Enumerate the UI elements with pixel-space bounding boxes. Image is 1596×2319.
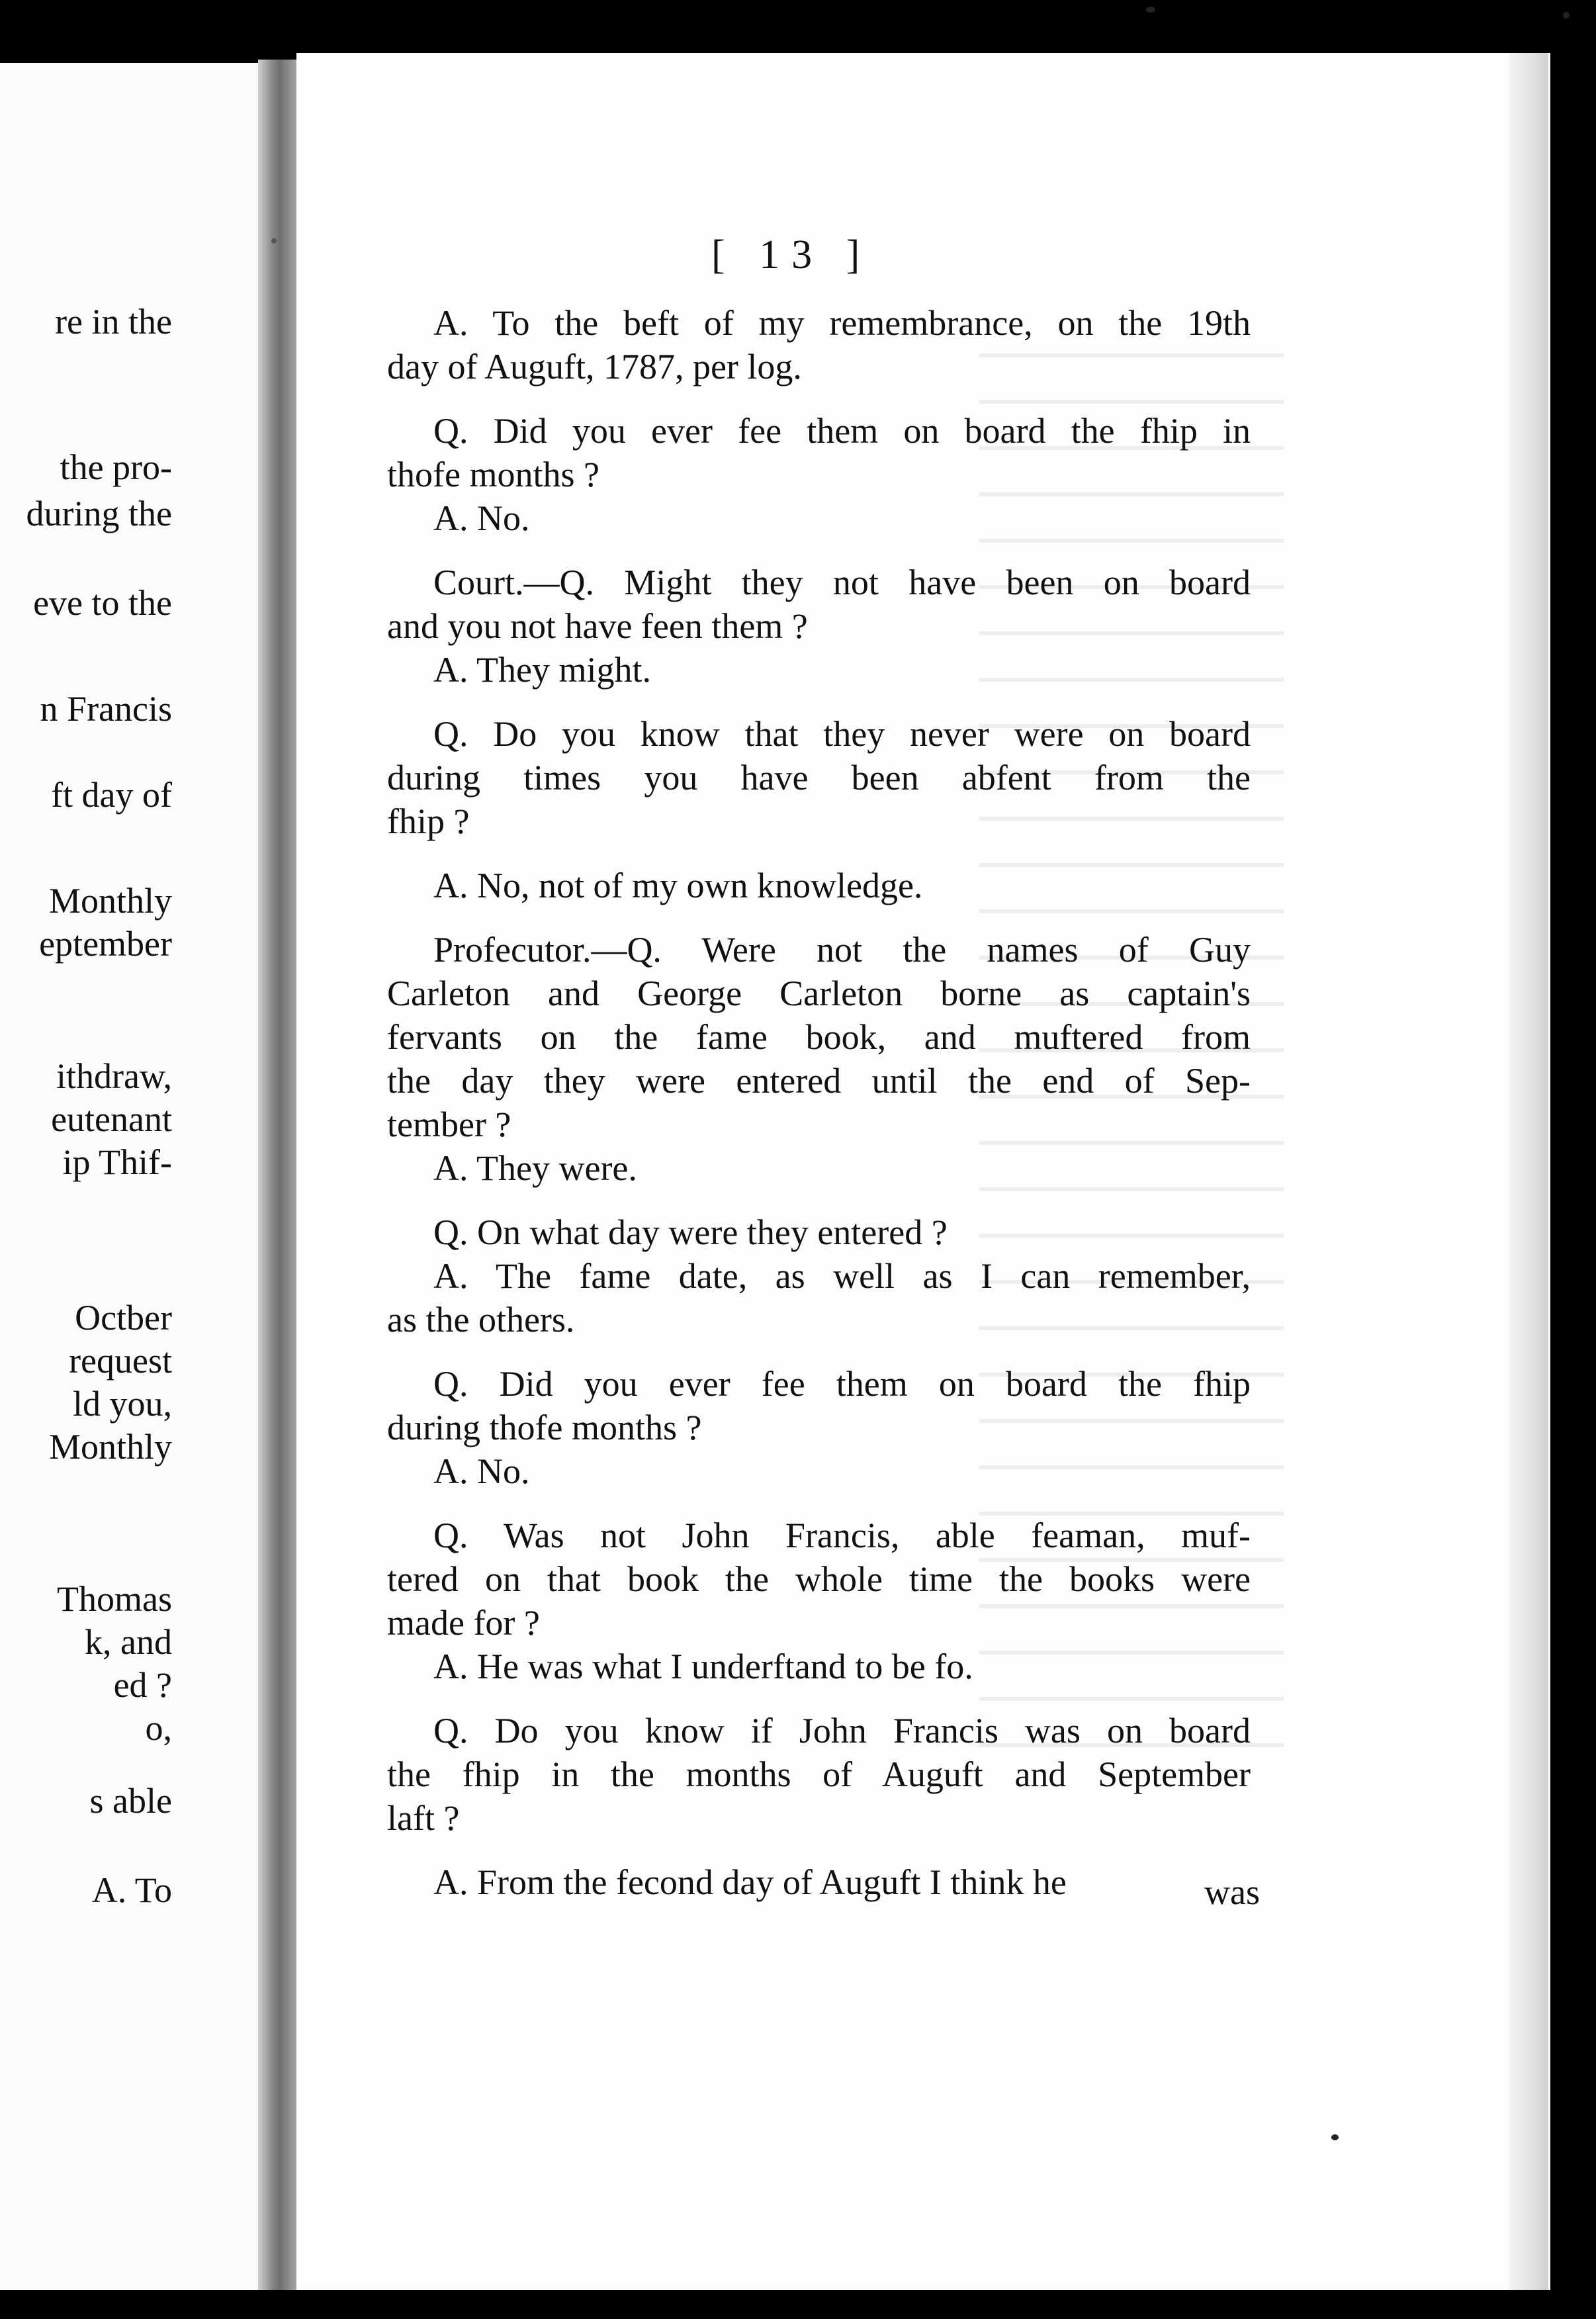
text-line: fhip ?: [387, 801, 470, 841]
text-line: during thofe months ?: [387, 1408, 702, 1447]
text-line: A. No.: [433, 1451, 530, 1491]
text-line: A. They might.: [433, 650, 651, 690]
paragraph: [387, 1362, 1251, 1493]
text-line: A. No.: [433, 498, 530, 538]
left-page-fragment: eve to the: [33, 583, 172, 623]
text-line: Q. Did you ever fee them on board the fhip in: [433, 411, 1251, 451]
left-page-fragment: A. To: [91, 1870, 172, 1910]
text-line: tember ?: [387, 1105, 511, 1144]
text-line: the fhip in the months of Auguft and September: [387, 1754, 1251, 1794]
text-line: Q. On what day were they entered ?: [433, 1212, 948, 1252]
page-speck: [1563, 12, 1570, 19]
paragraph: [387, 561, 1251, 692]
left-page-fragment: request: [69, 1341, 172, 1381]
text-line: A. He was what I underftand to be fo.: [433, 1647, 973, 1686]
left-page-fragment: ithdraw,: [56, 1056, 172, 1096]
page-speck: [1331, 2134, 1339, 2140]
text-line: tered on that book the whole time the books were: [387, 1559, 1251, 1599]
left-page-fragment: ld you,: [72, 1384, 172, 1424]
text-line: as the others.: [387, 1300, 575, 1340]
left-page-fragment: eutenant: [51, 1099, 172, 1139]
text-line: laft ?: [387, 1798, 460, 1838]
text-line: Q. Did you ever fee them on board the fhip: [433, 1364, 1251, 1404]
text-line: fervants on the fame book, and muftered from: [387, 1017, 1251, 1057]
text-line: Q. Do you know that they never were on board: [433, 714, 1251, 754]
paragraph: [387, 1709, 1251, 1840]
paragraph: [387, 928, 1251, 1190]
text-line: during times you have been abfent from the: [387, 758, 1251, 797]
left-page-fragment: o,: [145, 1708, 172, 1748]
left-page-fragment: ip Thif-: [62, 1142, 172, 1182]
paragraph: [387, 1860, 1251, 1904]
paragraph: [387, 409, 1251, 540]
text-line: Profecutor.—Q. Were not the names of Guy: [433, 930, 1251, 970]
paragraph: [387, 1514, 1251, 1688]
text-line: day of Auguft, 1787, per log.: [387, 347, 802, 386]
text-line: A. To the beft of my remembrance, on the 19th: [433, 303, 1251, 343]
left-page-fragment: Octber: [75, 1298, 172, 1338]
page-number: [ 13 ]: [711, 232, 872, 277]
page-speck: [1146, 7, 1155, 13]
left-page-fragment: Thomas: [57, 1579, 172, 1619]
left-page-fragment: k, and: [85, 1622, 172, 1662]
left-page-fragment: Monthly: [48, 1427, 172, 1467]
page-speck: [271, 238, 277, 244]
page-body-text: [387, 301, 1251, 1925]
text-line: Q. Do you know if John Francis was on board: [433, 1711, 1251, 1751]
book-gutter: [258, 60, 298, 2290]
left-page-fragment: re in the: [55, 302, 172, 341]
catchword: was: [1204, 1872, 1260, 1912]
page-edge: [1509, 53, 1548, 2290]
left-page-fragment: during the: [26, 494, 172, 533]
paragraph: [387, 712, 1251, 843]
text-line: thofe months ?: [387, 455, 599, 494]
left-page-fragment: ft day of: [51, 775, 172, 815]
text-line: and you not have feen them ?: [387, 606, 808, 646]
left-page-fragment: Monthly: [48, 881, 172, 921]
paragraph: [387, 864, 1251, 907]
text-line: Carleton and George Carleton borne as captain's: [387, 974, 1251, 1013]
text-line: A. The fame date, as well as I can remember,: [433, 1256, 1251, 1296]
text-line: the day they were entered until the end of Sep-: [387, 1061, 1251, 1101]
paragraph: [387, 1210, 1251, 1341]
text-line: A. They were.: [433, 1148, 637, 1188]
text-line: A. From the fecond day of Auguft I think he: [433, 1862, 1067, 1902]
left-page-fragment: ed ?: [113, 1665, 172, 1705]
text-line: A. No, not of my own knowledge.: [433, 866, 923, 905]
left-page-fragment: s able: [89, 1781, 172, 1821]
left-page-fragment: eptember: [39, 924, 172, 964]
paragraph: [387, 301, 1251, 388]
text-line: Court.—Q. Might they not have been on board: [433, 563, 1251, 602]
text-line: made for ?: [387, 1603, 540, 1643]
text-line: Q. Was not John Francis, able feaman, muf-: [433, 1516, 1251, 1555]
left-page-fragment: n Francis: [40, 689, 172, 729]
left-page-fragment: the pro-: [60, 447, 172, 487]
